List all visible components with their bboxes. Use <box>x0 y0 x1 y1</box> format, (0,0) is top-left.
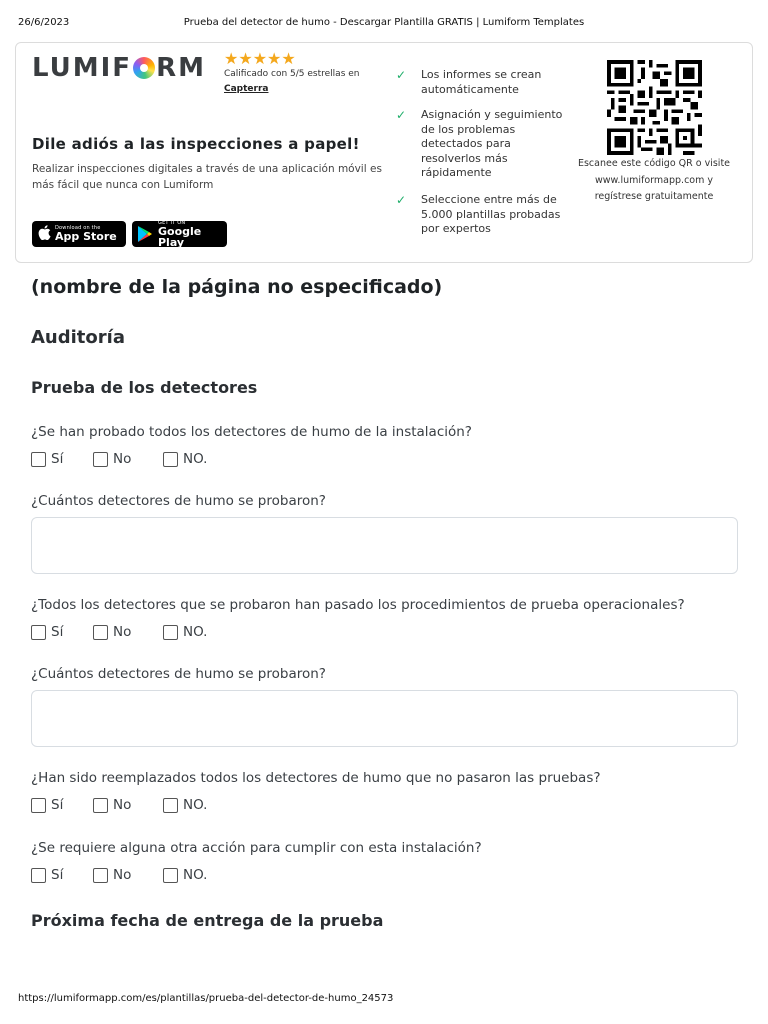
answer-input[interactable] <box>31 690 738 747</box>
option-group <box>31 797 207 813</box>
logo-text-left: LUMIF <box>32 53 133 83</box>
check-icon: ✓ <box>396 68 407 82</box>
option-si[interactable] <box>31 867 93 883</box>
question-label: ¿Han sido reemplazados todos los detectores de humo que no pasaron las pruebas? <box>31 770 601 786</box>
checkbox[interactable] <box>31 625 46 640</box>
option-no-2[interactable] <box>163 867 207 883</box>
qr-code-icon[interactable] <box>605 60 704 155</box>
question-label: ¿Cuántos detectores de humo se probaron? <box>31 666 326 682</box>
question-label: ¿Se han probado todos los detectores de humo de la instalación? <box>31 424 472 440</box>
checkbox[interactable] <box>93 452 108 467</box>
option-label: No <box>113 451 132 467</box>
page-title: (nombre de la página no especificado) <box>31 276 443 298</box>
question-label: ¿Se requiere alguna otra acción para cumplir con esta instalación? <box>31 840 482 856</box>
lumiform-logo[interactable] <box>32 53 206 83</box>
option-label: Sí <box>51 451 64 467</box>
option-no[interactable] <box>93 624 163 640</box>
next-section-title: Próxima fecha de entrega de la prueba <box>31 911 384 930</box>
option-label: NO. <box>183 867 208 883</box>
google-play-small-label: GET IT ON <box>158 219 186 226</box>
feature-item <box>396 108 566 181</box>
check-icon: ✓ <box>396 108 407 122</box>
option-no[interactable] <box>93 867 163 883</box>
banner-headline: Dile adiós a las inspecciones a papel! <box>32 135 360 153</box>
option-label: No <box>113 624 132 640</box>
question-label: ¿Todos los detectores que se probaron han pasado los procedimientos de prueba operacionales? <box>31 597 685 613</box>
feature-item <box>396 68 566 97</box>
rating-stars-icon: ★★★★★ <box>224 49 296 68</box>
question-label: ¿Cuántos detectores de humo se probaron? <box>31 493 326 509</box>
app-store-button[interactable] <box>32 221 126 247</box>
checkbox[interactable] <box>93 798 108 813</box>
checkbox[interactable] <box>31 452 46 467</box>
option-label: NO. <box>183 451 208 467</box>
feature-item <box>396 193 566 237</box>
checkbox[interactable] <box>163 868 178 883</box>
banner-subtext: Realizar inspecciones digitales a través de una aplicación móvil es más fácil que nunca con Lumiform <box>32 163 382 191</box>
option-no[interactable] <box>93 451 163 467</box>
option-si[interactable] <box>31 624 93 640</box>
option-label: No <box>113 797 132 813</box>
print-date: 26/6/2023 <box>18 17 70 28</box>
apple-icon <box>38 225 51 243</box>
checkbox[interactable] <box>31 798 46 813</box>
subsection-title: Prueba de los detectores <box>31 378 258 397</box>
checkbox[interactable] <box>31 868 46 883</box>
logo-text-right: RM <box>156 53 206 83</box>
option-label: NO. <box>183 624 208 640</box>
option-si[interactable] <box>31 797 93 813</box>
option-si[interactable] <box>31 451 93 467</box>
option-no-2[interactable] <box>163 451 207 467</box>
option-group <box>31 867 207 883</box>
option-no[interactable] <box>93 797 163 813</box>
option-label: Sí <box>51 867 64 883</box>
checkbox[interactable] <box>163 452 178 467</box>
app-store-label: App Store <box>55 230 117 243</box>
option-group <box>31 624 207 640</box>
option-label: NO. <box>183 797 208 813</box>
answer-input[interactable] <box>31 517 738 574</box>
option-label: No <box>113 867 132 883</box>
option-group <box>31 451 207 467</box>
google-play-button[interactable] <box>132 221 227 247</box>
option-no-2[interactable] <box>163 797 207 813</box>
option-no-2[interactable] <box>163 624 207 640</box>
option-label: Sí <box>51 624 64 640</box>
promo-banner <box>15 42 753 263</box>
feature-text: Los informes se crean automáticamente <box>421 68 542 96</box>
feature-text: Seleccione entre más de 5.000 plantillas probadas por expertos <box>421 193 561 235</box>
rating-text: Calificado con 5/5 estrellas en <box>224 69 360 79</box>
option-label: Sí <box>51 797 64 813</box>
section-title: Auditoría <box>31 327 125 348</box>
qr-caption: Escanee este código QR o visite www.lumiformapp.com y regístrese gratuitamente <box>577 158 731 202</box>
print-url: https://lumiformapp.com/es/plantillas/prueba-del-detector-de-humo_24573 <box>18 993 394 1004</box>
print-title: Prueba del detector de humo - Descargar Plantilla GRATIS | Lumiform Templates <box>183 17 585 28</box>
checkbox[interactable] <box>163 625 178 640</box>
google-play-label: Google Play <box>158 224 202 249</box>
checkbox[interactable] <box>163 798 178 813</box>
checkbox[interactable] <box>93 625 108 640</box>
google-play-icon <box>138 226 152 242</box>
check-icon: ✓ <box>396 193 407 207</box>
app-store-small-label: Download on the <box>55 225 101 231</box>
checkbox[interactable] <box>93 868 108 883</box>
logo-o-icon <box>133 57 155 79</box>
feature-text: Asignación y seguimiento de los problemas detectados para resolverlos más rápidamente <box>421 108 563 179</box>
capterra-link[interactable]: Capterra <box>224 84 269 94</box>
